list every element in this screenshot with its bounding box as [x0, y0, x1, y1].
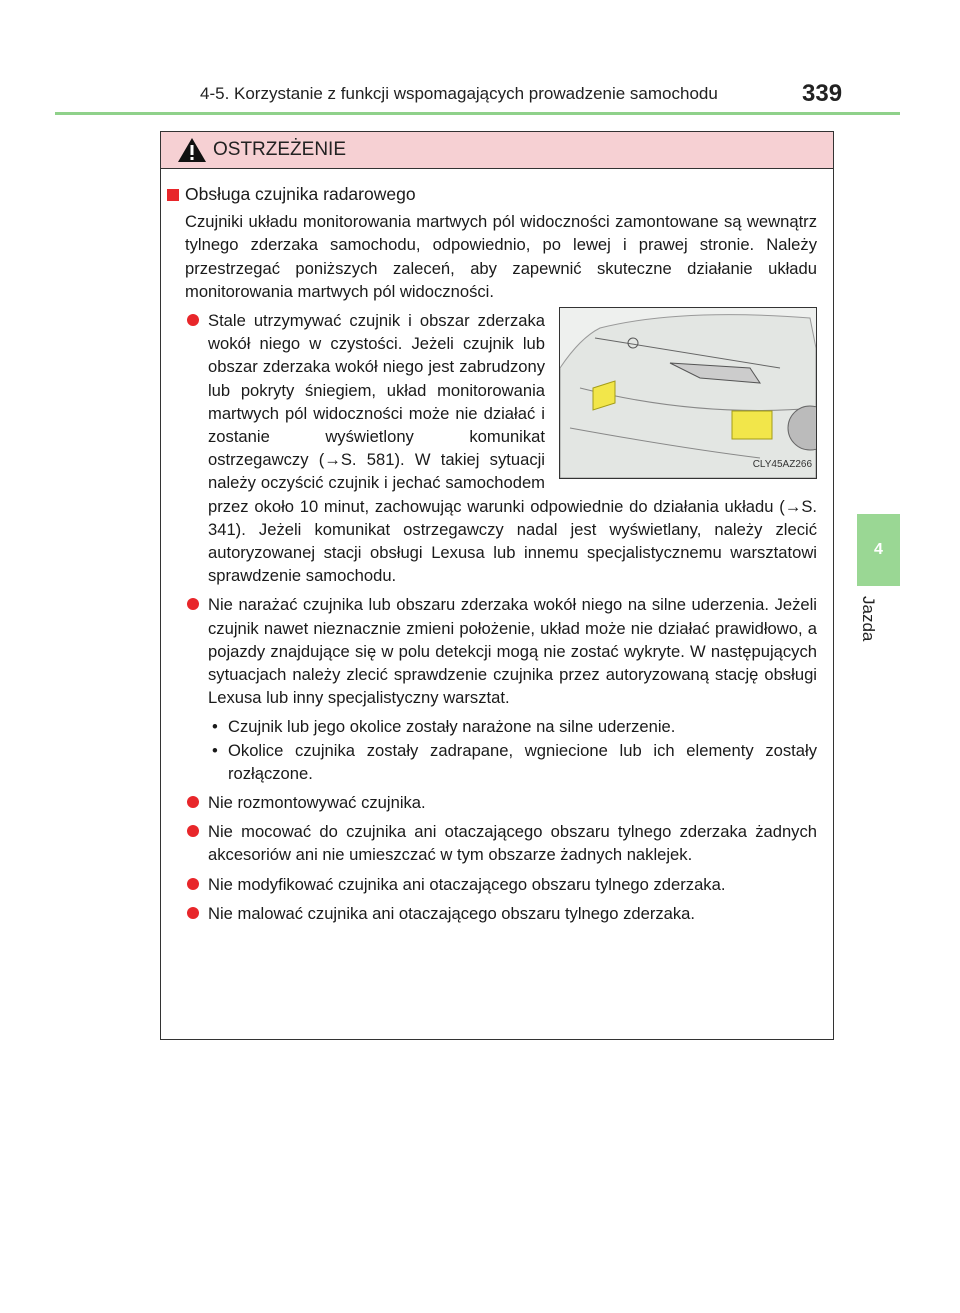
sub-list-item: • Czujnik lub jego okolice zostały narażone na silne uderzenie.	[212, 717, 676, 737]
warning-box	[160, 131, 834, 1040]
page-number: 339	[802, 80, 843, 107]
sub-item-text: Okolice czujnika zostały zadrapane, wgniecione lub ich elementy zostały rozłączone.	[228, 740, 817, 783]
list-item	[185, 820, 817, 866]
bullet-icon	[187, 907, 199, 919]
header-divider	[55, 112, 900, 115]
bullet-icon	[187, 314, 199, 326]
bullet-icon	[187, 878, 199, 890]
section-heading	[185, 183, 817, 206]
figure-code: CLY45AZ266	[752, 458, 812, 470]
bullet-icon	[187, 796, 199, 808]
chapter-tab[interactable]: 4	[857, 514, 900, 586]
item-text: Nie malować czujnika ani otaczającego obszaru tylnego zderzaka.	[208, 903, 696, 923]
warning-header	[161, 132, 833, 169]
section-header: 4-5. Korzystanie z funkcji wspomagających prowadzenie samochodu	[200, 84, 718, 103]
sub-item-text: Czujnik lub jego okolice zostały narażone na silne uderzenie.	[228, 717, 676, 737]
item-text: Nie narażać czujnika lub obszaru zderzaka wokół niego na silne uderzenia. Jeżeli czujnik nawet nieznacznie zmieni położenie, układ może nie działać prawidłowo, a pojazdy znajdujące się w polu detekcji mogą nie zostać wykryte. W następujących sytuacjach należy zlecić sprawdzenie czujnika przez autoryzowaną stację obsługi Lexusa lub inny specjalistyczny warsztat.	[208, 595, 817, 708]
item-text: Nie mocować do czujnika ani otaczającego obszaru tylnego zderzaka żadnych akcesoriów ani nie umieszczać w tym obszarze żadnych naklejek.	[208, 822, 817, 865]
warning-icon	[177, 137, 207, 163]
heading-text: Obsługa czujnika radarowego	[185, 184, 416, 204]
intro-paragraph: Czujniki układu monitorowania martwych pól widoczności zamontowane są wewnątrz tylnego zderzaka samochodu, odpowiednio, po lewej i prawej stronie. Należy przestrzegać poniższych zaleceń, aby zapewnić skuteczne działanie układu monitorowania martwych pól widoczności.	[185, 212, 817, 301]
sub-list-item: • Okolice czujnika zostały zadrapane, wgniecione lub ich elementy zostały rozłączone.	[212, 740, 817, 783]
square-bullet-icon	[167, 189, 179, 201]
list-item	[185, 902, 817, 925]
list-item	[185, 309, 817, 587]
list-item	[185, 593, 817, 709]
chapter-label: Jazda	[859, 596, 878, 642]
list-item	[185, 873, 817, 896]
item-text: Nie modyfikować czujnika ani otaczającego obszaru tylnego zderzaka.	[208, 874, 726, 894]
warning-title: OSTRZEŻENIE	[213, 139, 347, 160]
list-item	[185, 791, 817, 814]
item-text: Stale utrzymywać czujnik i obszar zderzaka wokół niego w czystości. Jeżeli czujnik lub obszar zderzaka wokół niego jest zabrudzony lub pokryty śniegiem, układ monitorowania martwych pól widoczności może nie działać i zostanie wyświetlony komunikat ostrzegawczy (→S. 581). W takiej sytuacji należy oczyścić czujnik i jechać samochodem przez około 10 minut, zachowując warunki odpowiednie do działania układu (→S. 341). Jeżeli komunikat ostrzegawczy nadal jest wyświetlany, należy zlecić autoryzowanej stacji obsługi Lexusa lub innemu specjalistycznemu warsztatowi sprawdzenie samochodu.	[208, 311, 817, 586]
bullet-icon	[187, 825, 199, 837]
bullet-icon	[187, 598, 199, 610]
item-text: Nie rozmontowywać czujnika.	[208, 793, 426, 813]
